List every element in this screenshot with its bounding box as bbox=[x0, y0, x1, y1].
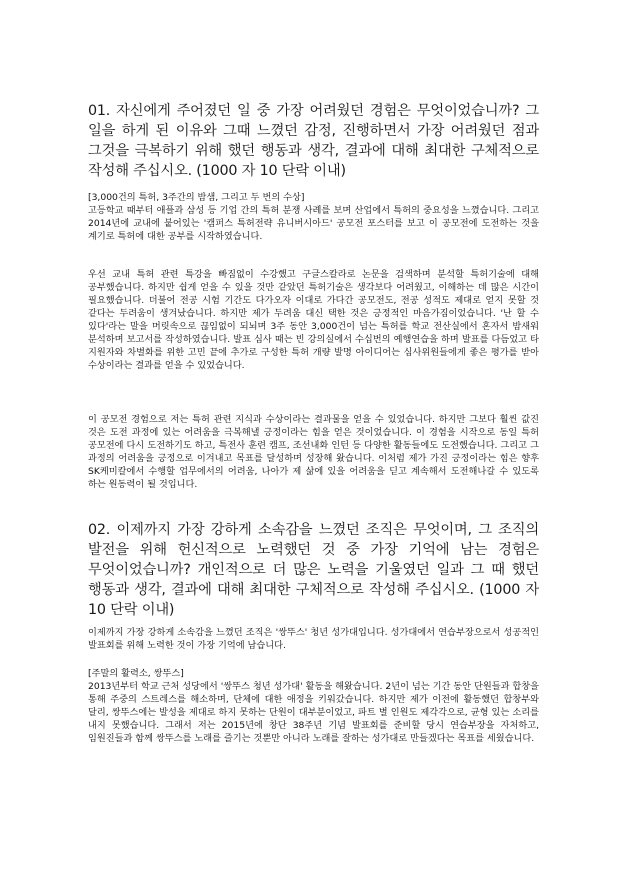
answer-1-block-1 bbox=[88, 191, 539, 243]
answer-2-paragraph-2: 2013년부터 학교 근처 성당에서 '쌍뚜스 청년 성가대' 활동을 해왔습니다. 2년이 넘는 기간 동안 단원들과 합창을 통해 주중의 스트레스를 해소하며, 단체에 대한 애정을 키워갔습니다. 하지만 제가 이전에 활동했던 합창부와 달리, 쌍뚜스에는 발성을 제대로 하지 못하는 단원이 대부분이었고, 파트 별 인원도 제각각으로, 균형 있는 소리를 내지 못했습니다. 그래서 저는 2015년에 창단 38주년 기념 발표회를 준비할 당시 연습부장을 자처하고, 임원진들과 함께 쌍뚜스를 노래를 즐기는 것뿐만 아니라 노래를 잘하는 성가대로 만들겠다는 목표를 세웠습니다. bbox=[88, 681, 539, 744]
answer-1-subtitle: [3,000건의 특허, 3주간의 밤샘, 그리고 두 번의 수상] bbox=[88, 192, 305, 203]
answer-1-paragraph-3: 이 공모전 경험으로 저는 특허 관련 지식과 수상이라는 결과물을 얻을 수 있었습니다. 하지만 그보다 훨씬 값진 것은 도전 과정에 있는 어려움을 극복해낼 긍정이라는 힘을 얻은 것이었습니다. 이 경험을 시작으로 동일 특허 공모전에 다시 도전하기도 하고, 특전사 훈련 캠프, 조선내화 인턴 등 다양한 활동들에도 도전했습니다. 그리고 그 과정의 어려움을 긍정으로 이겨내고 목표를 달성하며 성장해 왔습니다. 이처럼 제가 가진 긍정이라는 힘은 향후 SK케미칼에서 수행할 업무에서의 어려움, 나아가 제 삶에 있을 어려움을 딛고 계속해서 도전해나갈 수 있도록 하는 원동력이 될 것입니다. bbox=[88, 414, 539, 490]
question-1-heading: 01. 자신에게 주어졌던 일 중 가장 어려웠던 경험은 무엇이었습니까? 그 일을 하게 된 이유와 그때 느꼈던 감정, 진행하면서 가장 어려웠던 점과 그것을 극복하기 위해 했던 행동과 생각, 결과에 대해 최대한 구체적으로 작성해 주십시오. (1000 자 10 단락 이내) bbox=[88, 103, 539, 179]
answer-2-block-1 bbox=[88, 626, 539, 652]
answer-2-subtitle: [주말의 활력소, 쌍뚜스] bbox=[88, 668, 184, 679]
answer-1-paragraph-2: 우선 교내 특허 관련 특강을 빠짐없이 수강했고 구글스칼라로 논문을 검색하며 분석할 특허기술에 대해 공부했습니다. 하지만 쉽게 얻을 수 있을 것만 같았던 특허기술은 생각보다 어려웠고, 이해하는 데 많은 시간이 필요했습니다. 더불어 전공 시험 기간도 다가오자 이대로 가다간 공모전도, 전공 성적도 제대로 얻지 못할 것 같다는 두려움이 생겨났습니다. 하지만 제가 두려움 대신 택한 것은 긍정적인 마음가짐이었습니다. '난 할 수 있다'라는 말을 머릿속으로 끊임없이 되뇌며 3주 동안 3,000건이 넘는 특허를 학교 전산실에서 혼자서 밤새워 분석하며 보고서를 작성하였습니다. 발표 심사 때는 빈 강의실에서 수십번의 예행연습을 하며 발표를 다듬었고 타 지원자와 차별화를 위한 고민 끝에 추가로 구성한 특허 개량 발명 아이디어는 심사위원들에게 좋은 평가를 받아 수상이라는 결과를 얻을 수 있었습니다. bbox=[88, 269, 539, 371]
question-2-heading: 02. 이제까지 가장 강하게 소속감을 느꼈던 조직은 무엇이며, 그 조직의 발전을 위해 헌신적으로 노력했던 것 중 가장 기억에 남는 경험은 무엇이었습니까? 개인적으로 더 많은 노력을 기울였던 일과 그 때 했던 행동과 생각, 결과에 대해 최대한 구체적으로 작성해 주십시오. (1000 자 10 단락 이내) bbox=[88, 522, 539, 618]
answer-1-block-2 bbox=[88, 268, 539, 372]
answer-1-block-3 bbox=[88, 413, 539, 491]
answer-2-paragraph-1: 이제까지 가장 강하게 소속감을 느꼈던 조직은 '쌍뚜스' 청년 성가대입니다. 성가대에서 연습부장으로서 성공적인 발표회를 위해 노력한 것이 가장 기억에 남습니다. bbox=[88, 627, 539, 651]
answer-2-block-2 bbox=[88, 667, 539, 745]
answer-1-paragraph-1: 고등학교 때부터 애플과 삼성 등 기업 간의 특허 분쟁 사례를 보며 산업에서 특허의 중요성을 느꼈습니다. 그리고 2014년에 교내에 붙어있는 '캠퍼스 특허전략 유니버시아드' 공모전 포스터를 보고 이 공모전에 도전하는 것을 계기로 특허에 대한 공부를 시작하였습니다. bbox=[88, 205, 539, 242]
